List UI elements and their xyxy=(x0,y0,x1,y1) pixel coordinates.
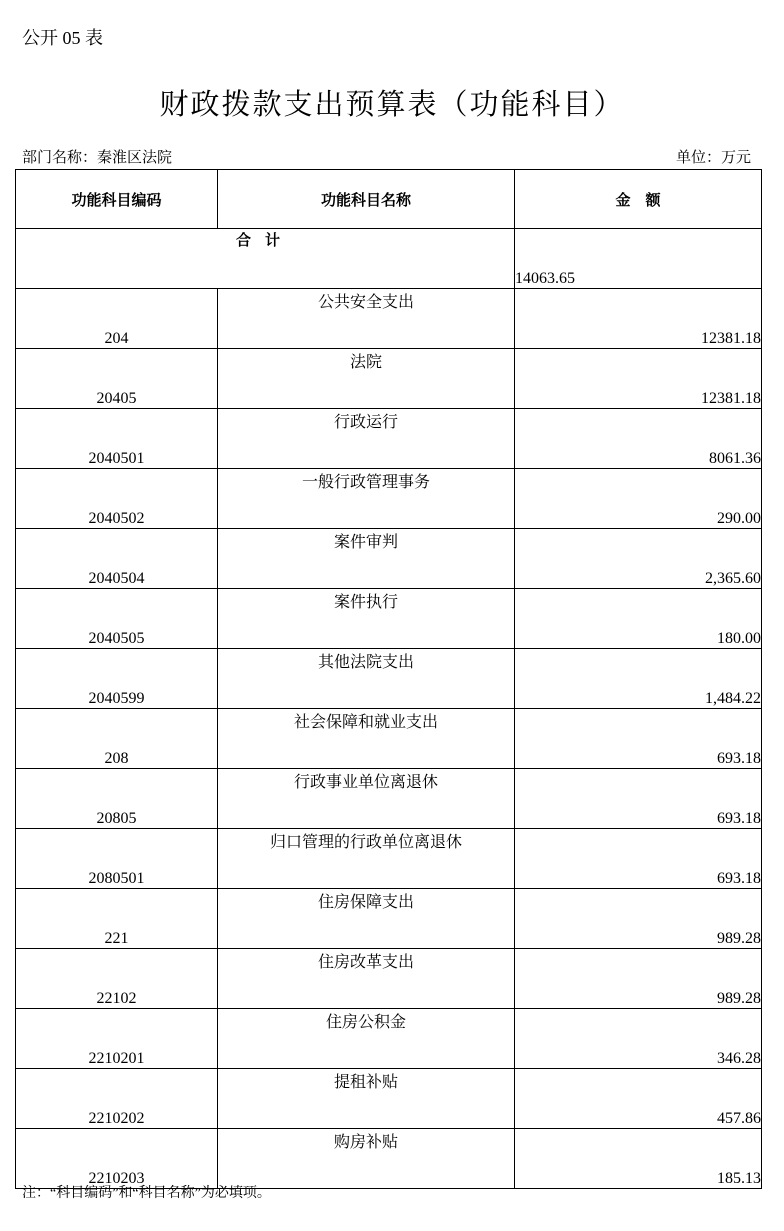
code-cell: 2210202 xyxy=(16,1069,218,1129)
amount-cell: 693.18 xyxy=(515,709,762,769)
table-row xyxy=(16,649,762,709)
name-cell: 一般行政管理事务 xyxy=(218,469,515,529)
table-row xyxy=(16,769,762,829)
table-row xyxy=(16,1009,762,1069)
code-cell: 22102 xyxy=(16,949,218,1009)
header-name: 功能科目名称 xyxy=(218,170,515,229)
table-row xyxy=(16,1069,762,1129)
table-row xyxy=(16,529,762,589)
name-cell: 行政事业单位离退休 xyxy=(218,769,515,829)
name-cell: 住房公积金 xyxy=(218,1009,515,1069)
name-cell: 其他法院支出 xyxy=(218,649,515,709)
amount-cell: 989.28 xyxy=(515,889,762,949)
document-label: 公开 05 表 xyxy=(22,28,103,48)
amount-cell: 1,484.22 xyxy=(515,649,762,709)
table-row xyxy=(16,709,762,769)
code-cell: 2210201 xyxy=(16,1009,218,1069)
code-cell: 208 xyxy=(16,709,218,769)
amount-cell: 693.18 xyxy=(515,769,762,829)
amount-cell: 290.00 xyxy=(515,469,762,529)
name-cell: 法院 xyxy=(218,349,515,409)
table-row xyxy=(16,469,762,529)
table-row xyxy=(16,889,762,949)
code-cell: 2040505 xyxy=(16,589,218,649)
total-row xyxy=(16,229,762,289)
code-cell: 20805 xyxy=(16,769,218,829)
amount-cell: 989.28 xyxy=(515,949,762,1009)
table-row xyxy=(16,589,762,649)
code-cell: 2040599 xyxy=(16,649,218,709)
page-title: 财政拨款支出预算表（功能科目） xyxy=(159,87,625,121)
table-row xyxy=(16,829,762,889)
amount-cell: 185.13 xyxy=(515,1129,762,1189)
name-cell: 行政运行 xyxy=(218,409,515,469)
header-code: 功能科目编码 xyxy=(16,170,218,229)
code-cell: 2080501 xyxy=(16,829,218,889)
amount-cell: 12381.18 xyxy=(515,289,762,349)
department-name: 部门名称：秦淮区法院 xyxy=(22,150,173,166)
code-cell: 2040504 xyxy=(16,529,218,589)
amount-cell: 12381.18 xyxy=(515,349,762,409)
code-cell: 221 xyxy=(16,889,218,949)
amount-cell: 457.86 xyxy=(515,1069,762,1129)
code-cell: 2040501 xyxy=(16,409,218,469)
header-amount: 金 额 xyxy=(515,170,762,229)
name-cell: 案件执行 xyxy=(218,589,515,649)
table-header-row xyxy=(16,170,762,229)
unit-label: 单位：万元 xyxy=(675,150,751,166)
table-row xyxy=(16,1129,762,1189)
code-cell: 2040502 xyxy=(16,469,218,529)
code-cell: 20405 xyxy=(16,349,218,409)
name-cell: 案件审判 xyxy=(218,529,515,589)
name-cell: 住房改革支出 xyxy=(218,949,515,1009)
amount-cell: 693.18 xyxy=(515,829,762,889)
table-row xyxy=(16,949,762,1009)
budget-table xyxy=(15,169,762,1189)
table-row xyxy=(16,289,762,349)
total-label: 合计 xyxy=(16,229,515,289)
code-cell: 2210203 xyxy=(16,1129,218,1189)
name-cell: 社会保障和就业支出 xyxy=(218,709,515,769)
amount-cell: 346.28 xyxy=(515,1009,762,1069)
total-value: 14063.65 xyxy=(515,229,762,289)
name-cell: 住房保障支出 xyxy=(218,889,515,949)
name-cell: 公共安全支出 xyxy=(218,289,515,349)
name-cell: 归口管理的行政单位离退休 xyxy=(218,829,515,889)
code-cell: 204 xyxy=(16,289,218,349)
name-cell: 购房补贴 xyxy=(218,1129,515,1189)
amount-cell: 8061.36 xyxy=(515,409,762,469)
amount-cell: 2,365.60 xyxy=(515,529,762,589)
table-row xyxy=(16,409,762,469)
amount-cell: 180.00 xyxy=(515,589,762,649)
footnote: 注：“科目编码”和“科目名称”为必填项。 xyxy=(22,1186,271,1201)
table-row xyxy=(16,349,762,409)
name-cell: 提租补贴 xyxy=(218,1069,515,1129)
